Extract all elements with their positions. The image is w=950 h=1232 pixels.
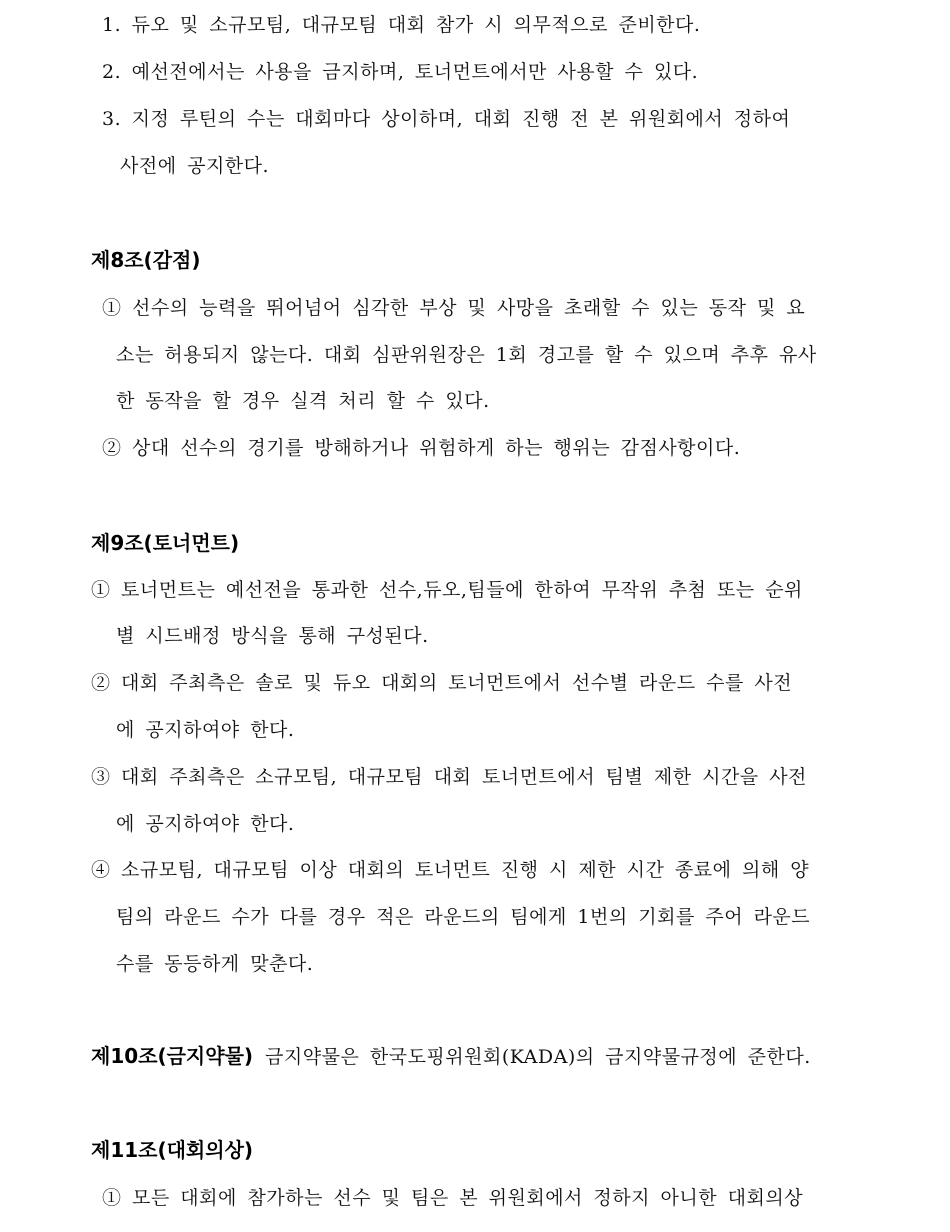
article9-line-3: ② 대회 주최측은 솔로 및 듀오 대회의 토너먼트에서 선수별 라운드 수를 사전: [91, 672, 793, 694]
article9-line-1: ① 토너먼트는 예선전을 통과한 선수,듀오,팀들에 한하여 무작위 추첨 또는 순위: [91, 579, 803, 601]
article10: [91, 1042, 811, 1070]
article10-heading: 제10조(금지약물): [91, 1044, 254, 1068]
article8-heading: 제8조(감점): [91, 248, 201, 272]
article9-line-4: 에 공지하여야 한다.: [116, 719, 295, 741]
article9-line-5: ③ 대회 주최측은 소규모팀, 대규모팀 대회 토너먼트에서 팀별 제한 시간을 사전: [91, 766, 807, 788]
article11-heading: 제11조(대회의상): [91, 1138, 254, 1162]
article9-line-6: 에 공지하여야 한다.: [116, 813, 295, 835]
article9-line-7: ④ 소규모팀, 대규모팀 이상 대회의 토너먼트 진행 시 제한 시간 종료에 의해 양: [91, 859, 810, 881]
article10-text: 금지약물은 한국도핑위원회(KADA)의 금지약물규정에 준한다.: [265, 1046, 811, 1068]
article9-line-2: 별 시드배정 방식을 통해 구성된다.: [116, 625, 429, 647]
article8-line-2: 소는 허용되지 않는다. 대회 심판위원장은 1회 경고를 할 수 있으며 추후 유사: [116, 344, 817, 366]
article7-item-1: 1. 듀오 및 소규모팀, 대규모팀 대회 참가 시 의무적으로 준비한다.: [102, 14, 701, 36]
article7-item-3: 3. 지정 루틴의 수는 대회마다 상이하며, 대회 진행 전 본 위원회에서 정하여: [102, 108, 791, 130]
article7-item-2: 2. 예선전에서는 사용을 금지하며, 토너먼트에서만 사용할 수 있다.: [102, 61, 699, 83]
article7-item-3-continued: 사전에 공지한다.: [120, 155, 270, 177]
article8-line-1: ① 선수의 능력을 뛰어넘어 심각한 부상 및 사망을 초래할 수 있는 동작 및 요: [102, 297, 806, 319]
article8-line-3: 한 동작을 할 경우 실격 처리 할 수 있다.: [116, 390, 490, 412]
article9-line-9: 수를 동등하게 맞춘다.: [116, 953, 314, 975]
article11-line-1: ① 모든 대회에 참가하는 선수 및 팀은 본 위원회에서 정하지 아니한 대회의상: [102, 1187, 804, 1209]
article9-heading: 제9조(토너먼트): [91, 531, 240, 555]
article8-line-4: ② 상대 선수의 경기를 방해하거나 위험하게 하는 행위는 감점사항이다.: [102, 437, 741, 459]
article9-line-8: 팀의 라운드 수가 다를 경우 적은 라운드의 팀에게 1번의 기회를 주어 라운드: [116, 906, 811, 928]
